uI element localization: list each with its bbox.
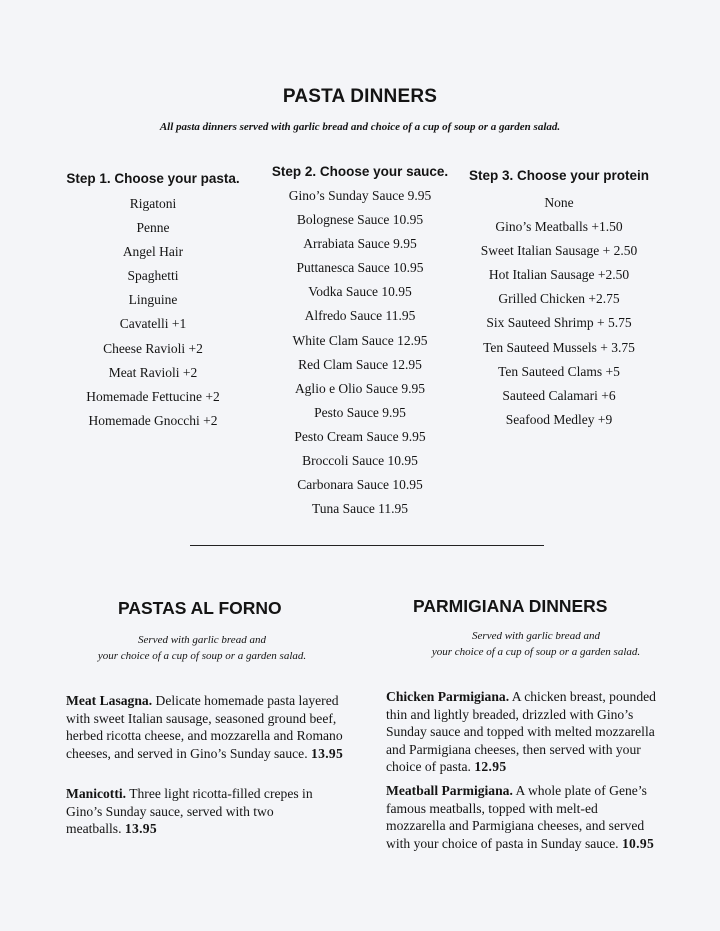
- pasta-option: Homemade Fettucine +2: [86, 388, 220, 404]
- sauce-option: Aglio e Olio Sauce 9.95: [294, 380, 426, 396]
- pasta-option: Spaghetti: [127, 268, 179, 284]
- subtitle-line: Served with garlic bread and: [472, 630, 600, 642]
- item-description: A chicken breast, pounded thin and lightly breaded, drizzled with Gino’s Sunday sauce and topped with melted mozzarella and Parmigiana cheeses, then served with your choice of pasta.: [386, 689, 656, 775]
- pasta-option: Homemade Gnocchi +2: [88, 412, 218, 428]
- protein-option: Seafood Medley +9: [505, 411, 613, 427]
- sauce-list: [266, 184, 454, 521]
- parmigiana-dinners-subtitle: [388, 628, 684, 660]
- sauce-option: Gino’s Sunday Sauce 9.95: [288, 188, 432, 203]
- sauce-option: Puttanesca Sauce 10.95: [296, 260, 424, 276]
- sauce-option: Alfredo Sauce 11.95: [304, 308, 416, 324]
- menu-item-meat-lasagna: [66, 692, 348, 762]
- parmigiana-dinners-title: PARMIGIANA DINNERS: [413, 596, 608, 616]
- item-name: Meat Lasagna.: [66, 693, 153, 708]
- subtitle-line: Served with garlic bread and: [138, 634, 266, 646]
- pasta-list: [60, 192, 246, 433]
- sauce-option: Pesto Sauce 9.95: [314, 404, 406, 420]
- protein-option: Hot Italian Sausage +2.50: [488, 267, 630, 283]
- sauce-option: Tuna Sauce 11.95: [311, 501, 409, 517]
- step-2-heading: Step 2. Choose your sauce.: [271, 164, 449, 179]
- subtitle-line: your choice of a cup of soup or a garden salad.: [431, 646, 641, 658]
- step-3-column: [464, 168, 654, 432]
- sauce-option: Bolognese Sauce 10.95: [296, 212, 424, 228]
- step-3-heading: Step 3. Choose your protein: [468, 168, 650, 183]
- protein-option: Sauteed Calamari +6: [502, 387, 616, 403]
- pasta-dinners-subtitle: All pasta dinners served with garlic bread and choice of a cup of soup or a garden salad.: [159, 121, 561, 133]
- pasta-option: Angel Hair: [122, 244, 184, 260]
- item-description: Delicate homemade pasta layered with sweet Italian sausage, seasoned ground beef, herbed ricotta cheese, and mozzarella and Romano cheeses, and served in Gino’s Sunday sauce.: [66, 693, 343, 761]
- sauce-option: Carbonara Sauce 10.95: [297, 477, 423, 493]
- sauce-option: Arrabiata Sauce 9.95: [303, 236, 417, 252]
- step-1-heading: Step 1. Choose your pasta.: [66, 171, 240, 186]
- pasta-dinners-title: PASTA DINNERS: [282, 86, 438, 107]
- sauce-option: Vodka Sauce 10.95: [308, 284, 412, 300]
- pasta-option: Cavatelli +1: [119, 316, 187, 332]
- sauce-option: Pesto Cream Sauce 9.95: [294, 428, 426, 444]
- item-name: Chicken Parmigiana.: [386, 689, 510, 704]
- item-price: 10.95: [621, 835, 655, 851]
- protein-option: Grilled Chicken +2.75: [498, 291, 620, 307]
- protein-option: Ten Sauteed Clams +5: [498, 363, 620, 379]
- protein-option: Gino’s Meatballs +1.50: [495, 219, 623, 235]
- item-description: Three light ricotta-filled crepes in Gino’s Sunday sauce, served with two meatballs.: [66, 786, 313, 837]
- pasta-option: Rigatoni: [129, 196, 177, 211]
- protein-option: Sweet Italian Sausage + 2.50: [480, 243, 638, 259]
- protein-option: Six Sauteed Shrimp + 5.75: [486, 315, 632, 331]
- sauce-option: Red Clam Sauce 12.95: [298, 356, 422, 372]
- menu-item-manicotti: [66, 785, 326, 838]
- sauce-option: White Clam Sauce 12.95: [292, 332, 428, 348]
- pasta-option: Penne: [136, 220, 170, 236]
- protein-option: None: [544, 195, 574, 210]
- menu-item-meatball-parmigiana: [386, 782, 658, 852]
- menu-item-chicken-parmigiana: [386, 688, 658, 776]
- pasta-option: Cheese Ravioli +2: [103, 340, 203, 356]
- step-1-column: [60, 168, 246, 433]
- item-price: 13.95: [311, 745, 344, 761]
- item-name: Meatball Parmigiana.: [386, 783, 513, 798]
- pasta-option: Linguine: [128, 292, 178, 308]
- step-2-column: [266, 164, 454, 521]
- sauce-option: Broccoli Sauce 10.95: [302, 453, 418, 469]
- item-name: Manicotti.: [66, 786, 127, 801]
- item-price: 13.95: [124, 821, 157, 837]
- protein-option: Ten Sauteed Mussels + 3.75: [483, 339, 635, 355]
- pasta-option: Meat Ravioli +2: [108, 364, 198, 380]
- section-divider: [190, 545, 544, 546]
- item-price: 12.95: [474, 759, 507, 775]
- subtitle-line: your choice of a cup of soup or a garden salad.: [97, 650, 307, 662]
- protein-list: [464, 191, 654, 432]
- item-description: A whole plate of Gene’s famous meatballs, topped with melt-ed mozzarella and Parmigiana cheeses, and served with your choice of pasta in Sunday sauce.: [386, 783, 647, 851]
- pastas-al-forno-subtitle: [62, 632, 342, 664]
- pastas-al-forno-title: PASTAS AL FORNO: [118, 598, 282, 618]
